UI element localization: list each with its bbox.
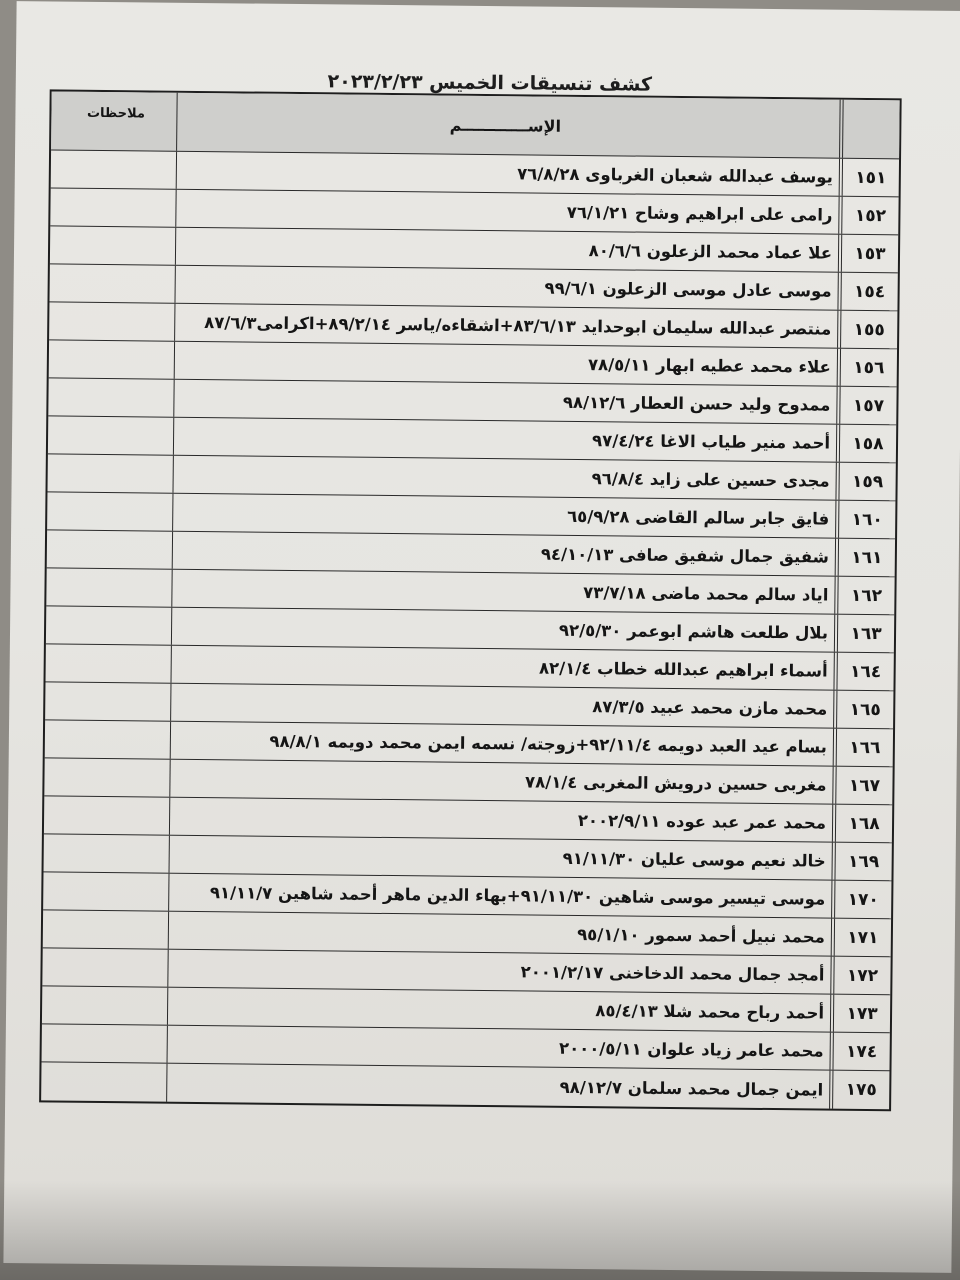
row-name: أحمد منير طياب الاغا ٩٧/٤/٢٤ [173,418,836,462]
row-notes [50,568,171,606]
row-notes [45,1062,166,1101]
row-name: اياد سالم محمد ماضى ٧٣/٧/١٨ [171,570,834,614]
row-notes [51,492,172,530]
row-name: محمد نبيل أحمد سمور ٩٥/١/١٠ [168,912,831,956]
header-number [839,100,900,159]
row-name: بسام عيد العبد دويمه ٩٢/١١/٤+زوجته/ نسمه ايمن محمد دويمه ٩٨/٨/١ [170,722,833,766]
row-name: مغربى حسين درويش المغربى ٧٨/١/٤ [169,760,832,804]
row-name: موسى عادل موسى الزعلون ٩٩/٦/١ [174,266,837,310]
row-name: خالد نعيم موسى عليان ٩١/١١/٣٠ [169,836,832,880]
row-number: ١٧١ [831,919,891,957]
row-name: منتصر عبدالله سليمان ابوحدايد ٨٣/٦/١٣+اشقاءه/ياسر ٨٩/٢/١٤+اكرامى٨٧/٦/٣ [174,304,837,348]
row-notes [52,378,173,416]
row-number: ١٦١ [835,539,895,577]
row-number: ١٧٤ [829,1033,889,1071]
row-number: ١٦٠ [835,501,895,539]
row-notes [47,910,168,948]
table-header [51,91,900,159]
row-number: ١٥٦ [837,349,897,387]
row-name: فايق جابر سالم القاضى ٦٥/٩/٢٨ [172,494,835,538]
row-notes [48,796,169,834]
row-number: ١٦٩ [831,843,891,881]
row-number: ١٦٨ [832,805,892,843]
row-notes [49,720,170,758]
row-number: ١٧٢ [830,957,890,995]
document-title: كشف تنسيقات الخميس ٢٠٢٣/٢/٢٣ [327,70,653,96]
row-notes [46,1024,167,1062]
row-number: ١٦٢ [834,577,894,615]
header-name: الإســــــــــــم [176,93,840,158]
header-notes: ملاحظات [86,105,145,122]
row-notes [46,986,167,1024]
row-number: ١٥٤ [837,273,897,311]
row-notes [54,188,175,226]
row-number: ١٦٤ [833,653,893,691]
row-number: ١٥٣ [838,235,898,273]
row-number: ١٥٩ [835,463,895,501]
row-name: مجدى حسين على زايد ٩٦/٨/٤ [172,456,835,500]
row-name: أسماء ابراهيم عبدالله خطاب ٨٢/١/٤ [171,646,834,690]
row-notes [51,530,172,568]
row-name: شفيق جمال شفيق صافى ٩٤/١٠/١٣ [172,532,835,576]
paper-sheet [3,1,960,1273]
row-number: ١٥٨ [836,425,896,463]
row-name: ممدوح وليد حسن العطار ٩٨/١٢/٦ [173,380,836,424]
row-notes [50,644,171,682]
row-number: ١٥١ [839,159,899,197]
row-notes [53,302,174,340]
row-notes [52,454,173,492]
row-notes [46,948,167,986]
row-name: يوسف عبدالله شعبان الغرباوى ٧٦/٨/٢٨ [176,152,839,196]
row-notes [54,226,175,264]
row-name: علا عماد محمد الزعلون ٨٠/٦/٦ [175,228,838,272]
row-name: أمجد جمال محمد الدخاخنى ٢٠٠١/٢/١٧ [167,950,830,994]
row-notes [48,758,169,796]
row-notes [55,150,176,188]
row-notes [48,834,169,872]
row-number: ١٦٦ [833,729,893,767]
row-name: محمد عامر زياد علوان ٢٠٠٠/٥/١١ [167,1026,830,1070]
row-name: محمد مازن محمد عبيد ٨٧/٣/٥ [170,684,833,728]
row-number: ١٦٣ [834,615,894,653]
photo-shadow [0,1180,960,1280]
row-notes [53,340,174,378]
row-name: علاء محمد عطيه ابهار ٧٨/٥/١١ [174,342,837,386]
row-notes [52,416,173,454]
row-notes [49,682,170,720]
row-name: محمد عمر عبد عوده ٢٠٠٢/٩/١١ [169,798,832,842]
row-name: موسى تيسير موسى شاهين ٩١/١١/٣٠+بهاء الدين ماهر أحمد شاهين ٩١/١١/٧ [168,874,831,918]
row-name: أحمد رباح محمد شلا ٨٥/٤/١٣ [167,988,830,1032]
row-name: بلال طلعت هاشم ابوعمر ٩٢/٥/٣٠ [171,608,834,652]
table-row [41,1062,889,1109]
names-table [39,89,902,1111]
row-number: ١٧٠ [831,881,891,919]
row-notes [50,606,171,644]
row-number: ١٧٣ [830,995,890,1033]
row-number: ١٧٥ [829,1071,889,1110]
row-notes [53,264,174,302]
row-notes [47,872,168,910]
row-number: ١٥٢ [838,197,898,235]
row-number: ١٦٧ [832,767,892,805]
row-number: ١٥٥ [837,311,897,349]
row-number: ١٦٥ [833,691,893,729]
row-name: ايمن جمال محمد سلمان ٩٨/١٢/٧ [166,1064,829,1109]
row-name: رامى على ابراهيم وشاح ٧٦/١/٢١ [175,190,838,234]
row-number: ١٥٧ [836,387,896,425]
